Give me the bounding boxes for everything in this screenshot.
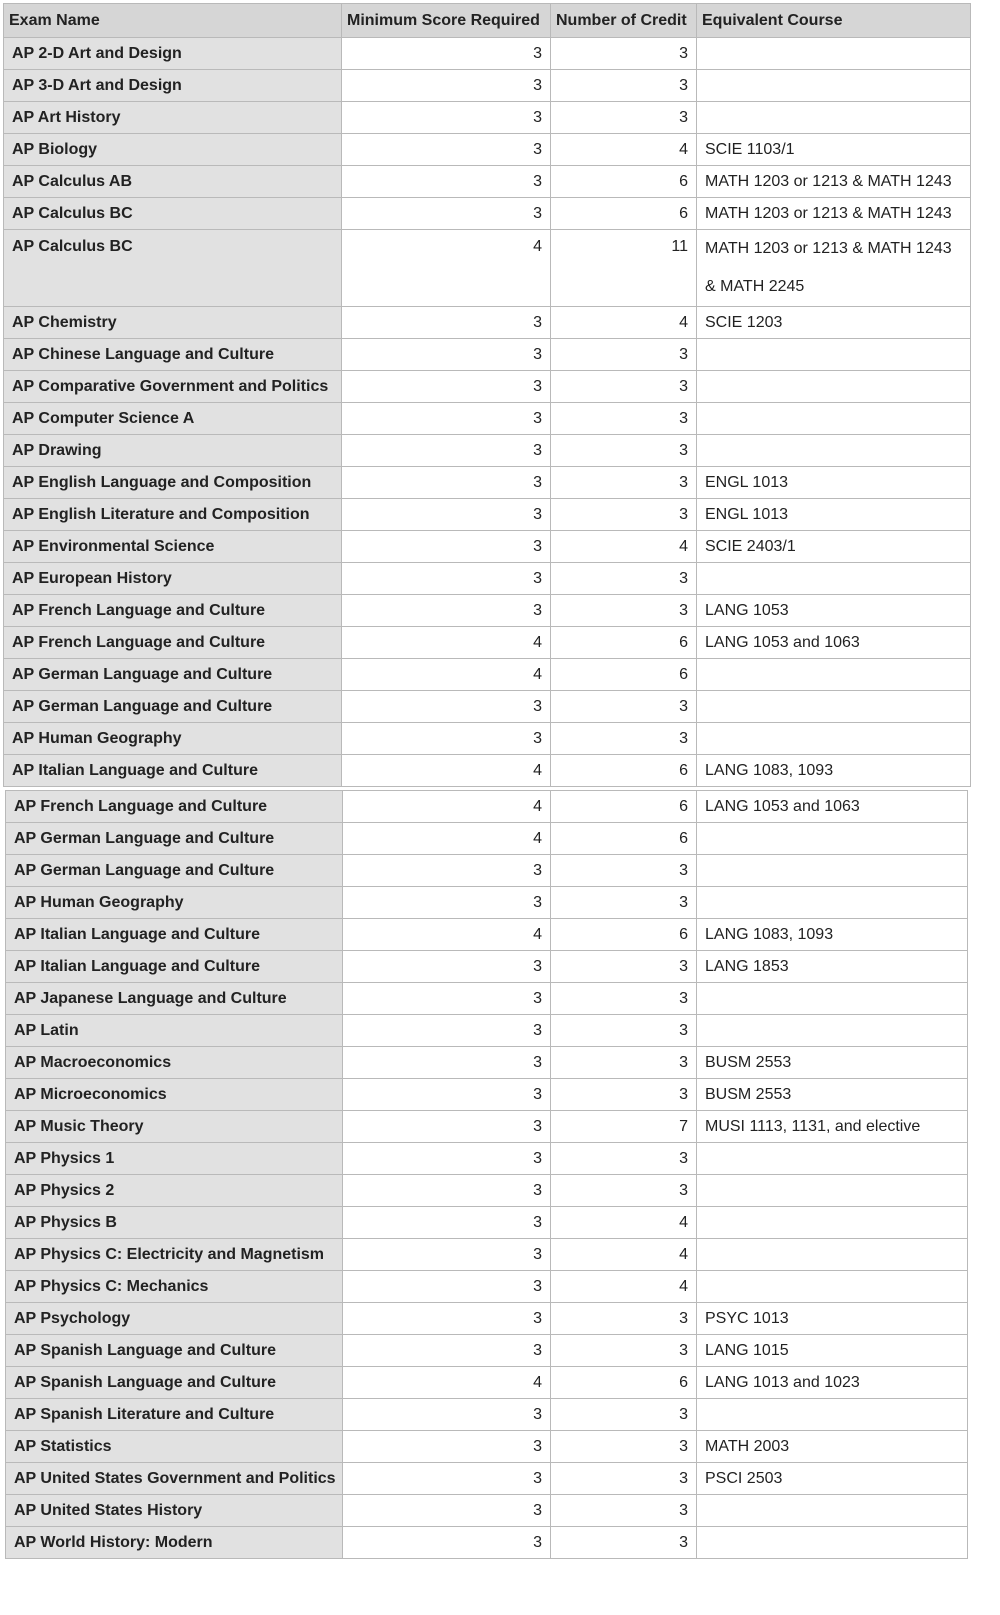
exam-name-cell: AP 3-D Art and Design bbox=[4, 70, 342, 102]
credit-cell: 3 bbox=[551, 1047, 697, 1079]
equivalent-course-cell bbox=[697, 1495, 968, 1527]
exam-name-cell: AP Calculus AB bbox=[4, 166, 342, 198]
exam-name-cell: AP Chemistry bbox=[4, 307, 342, 339]
equivalent-course-cell: ENGL 1013 bbox=[697, 499, 971, 531]
credit-cell: 3 bbox=[551, 467, 697, 499]
credit-cell: 6 bbox=[551, 198, 697, 230]
min-score-cell: 3 bbox=[342, 70, 551, 102]
exam-name-cell: AP French Language and Culture bbox=[4, 595, 342, 627]
table-row bbox=[4, 435, 971, 467]
table-row bbox=[6, 919, 968, 951]
min-score-cell: 4 bbox=[342, 755, 551, 787]
table-row bbox=[6, 1335, 968, 1367]
equivalent-course-cell: PSCI 2503 bbox=[697, 1463, 968, 1495]
credit-cell: 3 bbox=[551, 1335, 697, 1367]
min-score-cell: 3 bbox=[343, 1015, 551, 1047]
equivalent-course-cell: MATH 1203 or 1213 & MATH 1243 bbox=[697, 166, 971, 198]
equivalent-course-cell: LANG 1013 and 1023 bbox=[697, 1367, 968, 1399]
exam-name-cell: AP Physics B bbox=[6, 1207, 343, 1239]
equivalent-course-cell: LANG 1083, 1093 bbox=[697, 755, 971, 787]
min-score-cell: 3 bbox=[342, 371, 551, 403]
equivalent-course-cell bbox=[697, 339, 971, 371]
min-score-cell: 3 bbox=[343, 1271, 551, 1303]
header-equivalent-course[interactable]: Equivalent Course bbox=[697, 4, 971, 38]
table-row bbox=[4, 595, 971, 627]
exam-name-cell: AP World History: Modern bbox=[6, 1527, 343, 1559]
exam-name-cell: AP English Language and Composition bbox=[4, 467, 342, 499]
credit-cell: 6 bbox=[551, 755, 697, 787]
table-row bbox=[4, 38, 971, 70]
min-score-cell: 3 bbox=[343, 1239, 551, 1271]
equivalent-course-cell bbox=[697, 435, 971, 467]
min-score-cell: 3 bbox=[342, 467, 551, 499]
equivalent-course-cell: LANG 1083, 1093 bbox=[697, 919, 968, 951]
credit-cell: 3 bbox=[551, 1143, 697, 1175]
min-score-cell: 3 bbox=[343, 1431, 551, 1463]
exam-name-cell: AP Italian Language and Culture bbox=[4, 755, 342, 787]
table-row bbox=[4, 659, 971, 691]
exam-name-cell: AP Physics 2 bbox=[6, 1175, 343, 1207]
credit-cell: 3 bbox=[551, 403, 697, 435]
min-score-cell: 3 bbox=[342, 691, 551, 723]
credit-cell: 3 bbox=[551, 1527, 697, 1559]
equivalent-course-cell: SCIE 2403/1 bbox=[697, 531, 971, 563]
min-score-cell: 3 bbox=[343, 1335, 551, 1367]
exam-name-cell: AP Latin bbox=[6, 1015, 343, 1047]
equivalent-course-cell bbox=[697, 1175, 968, 1207]
exam-name-cell: AP European History bbox=[4, 563, 342, 595]
credit-cell: 3 bbox=[551, 951, 697, 983]
table-row bbox=[6, 1527, 968, 1559]
equivalent-course-cell: MUSI 1113, 1131, and elective bbox=[697, 1111, 968, 1143]
min-score-cell: 3 bbox=[342, 198, 551, 230]
exam-name-cell: AP Italian Language and Culture bbox=[6, 919, 343, 951]
table-row bbox=[6, 1111, 968, 1143]
credit-cell: 3 bbox=[551, 1079, 697, 1111]
equivalent-course-cell: SCIE 1103/1 bbox=[697, 134, 971, 166]
min-score-cell: 4 bbox=[342, 659, 551, 691]
credit-cell: 3 bbox=[551, 1463, 697, 1495]
min-score-cell: 3 bbox=[343, 951, 551, 983]
credit-cell: 4 bbox=[551, 1271, 697, 1303]
exam-name-cell: AP Calculus BC bbox=[4, 198, 342, 230]
credit-cell: 3 bbox=[551, 371, 697, 403]
equivalent-course-cell: SCIE 1203 bbox=[697, 307, 971, 339]
equivalent-course-cell bbox=[697, 1207, 968, 1239]
credit-cell: 3 bbox=[551, 1431, 697, 1463]
equivalent-course-cell bbox=[697, 691, 971, 723]
min-score-cell: 4 bbox=[343, 823, 551, 855]
table-row bbox=[6, 823, 968, 855]
table-row bbox=[4, 230, 971, 307]
equivalent-course-cell: BUSM 2553 bbox=[697, 1079, 968, 1111]
credit-cell: 3 bbox=[551, 1175, 697, 1207]
min-score-cell: 3 bbox=[342, 102, 551, 134]
table-row bbox=[4, 723, 971, 755]
credit-cell: 11 bbox=[551, 230, 697, 307]
credit-cell: 3 bbox=[551, 1495, 697, 1527]
min-score-cell: 3 bbox=[343, 1303, 551, 1335]
table-row bbox=[4, 531, 971, 563]
table-row bbox=[4, 307, 971, 339]
min-score-cell: 3 bbox=[343, 1175, 551, 1207]
table-row bbox=[6, 1175, 968, 1207]
min-score-cell: 3 bbox=[342, 435, 551, 467]
table-row bbox=[6, 1303, 968, 1335]
equivalent-course-cell: LANG 1015 bbox=[697, 1335, 968, 1367]
exam-name-cell: AP 2-D Art and Design bbox=[4, 38, 342, 70]
equivalent-course-cell bbox=[697, 1271, 968, 1303]
table-row bbox=[4, 467, 971, 499]
table-row bbox=[6, 1079, 968, 1111]
min-score-cell: 3 bbox=[342, 339, 551, 371]
table-row bbox=[6, 983, 968, 1015]
equivalent-course-cell bbox=[697, 38, 971, 70]
credit-cell: 3 bbox=[551, 38, 697, 70]
equivalent-course-cell bbox=[697, 1143, 968, 1175]
exam-name-cell: AP Human Geography bbox=[6, 887, 343, 919]
table-row bbox=[6, 1047, 968, 1079]
exam-name-cell: AP Physics C: Electricity and Magnetism bbox=[6, 1239, 343, 1271]
min-score-cell: 3 bbox=[342, 166, 551, 198]
table-row bbox=[6, 1143, 968, 1175]
exam-name-cell: AP Statistics bbox=[6, 1431, 343, 1463]
credit-cell: 4 bbox=[551, 1239, 697, 1271]
table-row bbox=[4, 70, 971, 102]
equivalent-course-cell bbox=[697, 723, 971, 755]
exam-name-cell: AP United States History bbox=[6, 1495, 343, 1527]
min-score-cell: 3 bbox=[343, 1111, 551, 1143]
table-row bbox=[4, 499, 971, 531]
equivalent-course-cell bbox=[697, 823, 968, 855]
credit-cell: 3 bbox=[551, 691, 697, 723]
table-row bbox=[4, 627, 971, 659]
equivalent-course-cell: LANG 1853 bbox=[697, 951, 968, 983]
exam-name-cell: AP Calculus BC bbox=[4, 230, 342, 307]
exam-name-cell: AP Italian Language and Culture bbox=[6, 951, 343, 983]
min-score-cell: 3 bbox=[342, 499, 551, 531]
equivalent-course-cell bbox=[697, 887, 968, 919]
exam-name-cell: AP French Language and Culture bbox=[6, 791, 343, 823]
credit-cell: 3 bbox=[551, 1303, 697, 1335]
table-row bbox=[6, 1239, 968, 1271]
min-score-cell: 3 bbox=[343, 983, 551, 1015]
exam-name-cell: AP German Language and Culture bbox=[6, 823, 343, 855]
table-row bbox=[6, 1207, 968, 1239]
min-score-cell: 4 bbox=[342, 627, 551, 659]
table-row bbox=[4, 339, 971, 371]
exam-name-cell: AP Physics 1 bbox=[6, 1143, 343, 1175]
min-score-cell: 3 bbox=[343, 1047, 551, 1079]
exam-name-cell: AP Microeconomics bbox=[6, 1079, 343, 1111]
min-score-cell: 3 bbox=[343, 1495, 551, 1527]
credit-cell: 3 bbox=[551, 1015, 697, 1047]
credit-cell: 6 bbox=[551, 823, 697, 855]
exam-name-cell: AP Psychology bbox=[6, 1303, 343, 1335]
exam-name-cell: AP German Language and Culture bbox=[6, 855, 343, 887]
credit-table-bottom bbox=[5, 790, 968, 1559]
table-row bbox=[6, 1015, 968, 1047]
exam-name-cell: AP Comparative Government and Politics bbox=[4, 371, 342, 403]
header-credit[interactable]: Number of Credit bbox=[551, 4, 697, 38]
equivalent-course-cell: LANG 1053 and 1063 bbox=[697, 627, 971, 659]
credit-cell: 3 bbox=[551, 70, 697, 102]
exam-name-cell: AP Spanish Language and Culture bbox=[6, 1335, 343, 1367]
credit-cell: 7 bbox=[551, 1111, 697, 1143]
min-score-cell: 3 bbox=[343, 1207, 551, 1239]
credit-table-top bbox=[3, 3, 971, 787]
exam-name-cell: AP German Language and Culture bbox=[4, 659, 342, 691]
min-score-cell: 3 bbox=[343, 1079, 551, 1111]
credit-cell: 6 bbox=[551, 791, 697, 823]
min-score-cell: 3 bbox=[343, 1399, 551, 1431]
table-row bbox=[4, 102, 971, 134]
exam-name-cell: AP English Literature and Composition bbox=[4, 499, 342, 531]
credit-cell: 6 bbox=[551, 166, 697, 198]
min-score-cell: 3 bbox=[342, 563, 551, 595]
min-score-cell: 4 bbox=[343, 1367, 551, 1399]
equivalent-course-cell: PSYC 1013 bbox=[697, 1303, 968, 1335]
min-score-cell: 4 bbox=[343, 919, 551, 951]
table-row bbox=[6, 951, 968, 983]
credit-cell: 6 bbox=[551, 627, 697, 659]
exam-name-cell: AP Macroeconomics bbox=[6, 1047, 343, 1079]
exam-name-cell: AP Computer Science A bbox=[4, 403, 342, 435]
credit-cell: 6 bbox=[551, 1367, 697, 1399]
equivalent-course-cell bbox=[697, 1239, 968, 1271]
table-row bbox=[4, 691, 971, 723]
table-row bbox=[4, 755, 971, 787]
credit-cell: 3 bbox=[551, 855, 697, 887]
credit-cell: 3 bbox=[551, 595, 697, 627]
exam-name-cell: AP Biology bbox=[4, 134, 342, 166]
table-row bbox=[6, 1367, 968, 1399]
table-row bbox=[4, 166, 971, 198]
header-row bbox=[4, 4, 971, 38]
exam-name-cell: AP Japanese Language and Culture bbox=[6, 983, 343, 1015]
min-score-cell: 3 bbox=[342, 595, 551, 627]
table-row bbox=[6, 791, 968, 823]
credit-cell: 3 bbox=[551, 983, 697, 1015]
equivalent-course-cell bbox=[697, 70, 971, 102]
equivalent-course-cell: MATH 1203 or 1213 & MATH 1243 bbox=[697, 198, 971, 230]
exam-name-cell: AP Environmental Science bbox=[4, 531, 342, 563]
table-row bbox=[4, 134, 971, 166]
min-score-cell: 3 bbox=[342, 531, 551, 563]
credit-cell: 3 bbox=[551, 1399, 697, 1431]
equivalent-course-cell bbox=[697, 1527, 968, 1559]
exam-name-cell: AP French Language and Culture bbox=[4, 627, 342, 659]
credit-cell: 6 bbox=[551, 659, 697, 691]
min-score-cell: 3 bbox=[343, 855, 551, 887]
min-score-cell: 3 bbox=[343, 887, 551, 919]
exam-name-cell: AP Spanish Literature and Culture bbox=[6, 1399, 343, 1431]
min-score-cell: 3 bbox=[342, 38, 551, 70]
table-row bbox=[6, 1431, 968, 1463]
credit-cell: 3 bbox=[551, 339, 697, 371]
equivalent-course-cell bbox=[697, 1399, 968, 1431]
exam-name-cell: AP German Language and Culture bbox=[4, 691, 342, 723]
credit-cell: 4 bbox=[551, 134, 697, 166]
equivalent-course-cell: MATH 1203 or 1213 & MATH 1243 & MATH 2245 bbox=[697, 230, 971, 307]
equivalent-course-cell bbox=[697, 563, 971, 595]
credit-cell: 3 bbox=[551, 435, 697, 467]
min-score-cell: 3 bbox=[343, 1463, 551, 1495]
exam-name-cell: AP Music Theory bbox=[6, 1111, 343, 1143]
credit-cell: 4 bbox=[551, 307, 697, 339]
equivalent-course-cell bbox=[697, 983, 968, 1015]
min-score-cell: 3 bbox=[342, 307, 551, 339]
exam-name-cell: AP Physics C: Mechanics bbox=[6, 1271, 343, 1303]
min-score-cell: 4 bbox=[343, 791, 551, 823]
min-score-cell: 3 bbox=[343, 1143, 551, 1175]
credit-cell: 4 bbox=[551, 1207, 697, 1239]
equivalent-course-cell: ENGL 1013 bbox=[697, 467, 971, 499]
credit-cell: 3 bbox=[551, 723, 697, 755]
table-row bbox=[6, 1271, 968, 1303]
exam-name-cell: AP Human Geography bbox=[4, 723, 342, 755]
table-row bbox=[4, 371, 971, 403]
equivalent-course-cell bbox=[697, 371, 971, 403]
min-score-cell: 3 bbox=[342, 134, 551, 166]
exam-name-cell: AP Chinese Language and Culture bbox=[4, 339, 342, 371]
table-row bbox=[6, 855, 968, 887]
exam-name-cell: AP Spanish Language and Culture bbox=[6, 1367, 343, 1399]
table-row bbox=[4, 403, 971, 435]
equivalent-course-cell bbox=[697, 403, 971, 435]
equivalent-course-cell: LANG 1053 and 1063 bbox=[697, 791, 968, 823]
exam-name-cell: AP Art History bbox=[4, 102, 342, 134]
credit-cell: 6 bbox=[551, 919, 697, 951]
credit-cell: 3 bbox=[551, 887, 697, 919]
equivalent-course-cell: BUSM 2553 bbox=[697, 1047, 968, 1079]
table-row bbox=[6, 1399, 968, 1431]
credit-cell: 3 bbox=[551, 102, 697, 134]
credit-cell: 4 bbox=[551, 531, 697, 563]
min-score-cell: 3 bbox=[342, 403, 551, 435]
header-min-score[interactable]: Minimum Score Required bbox=[342, 4, 551, 38]
table-row bbox=[4, 198, 971, 230]
equivalent-course-cell: MATH 2003 bbox=[697, 1431, 968, 1463]
table-row bbox=[6, 1495, 968, 1527]
exam-name-cell: AP Drawing bbox=[4, 435, 342, 467]
table-row bbox=[6, 887, 968, 919]
table-row bbox=[6, 1463, 968, 1495]
equivalent-course-cell bbox=[697, 855, 968, 887]
min-score-cell: 3 bbox=[342, 723, 551, 755]
table-row bbox=[4, 563, 971, 595]
header-exam-name[interactable]: Exam Name bbox=[4, 4, 342, 38]
credit-cell: 3 bbox=[551, 499, 697, 531]
exam-name-cell: AP United States Government and Politics bbox=[6, 1463, 343, 1495]
equivalent-course-cell bbox=[697, 659, 971, 691]
equivalent-course-cell bbox=[697, 102, 971, 134]
min-score-cell: 3 bbox=[343, 1527, 551, 1559]
credit-cell: 3 bbox=[551, 563, 697, 595]
equivalent-course-cell: LANG 1053 bbox=[697, 595, 971, 627]
equivalent-course-cell bbox=[697, 1015, 968, 1047]
min-score-cell: 4 bbox=[342, 230, 551, 307]
